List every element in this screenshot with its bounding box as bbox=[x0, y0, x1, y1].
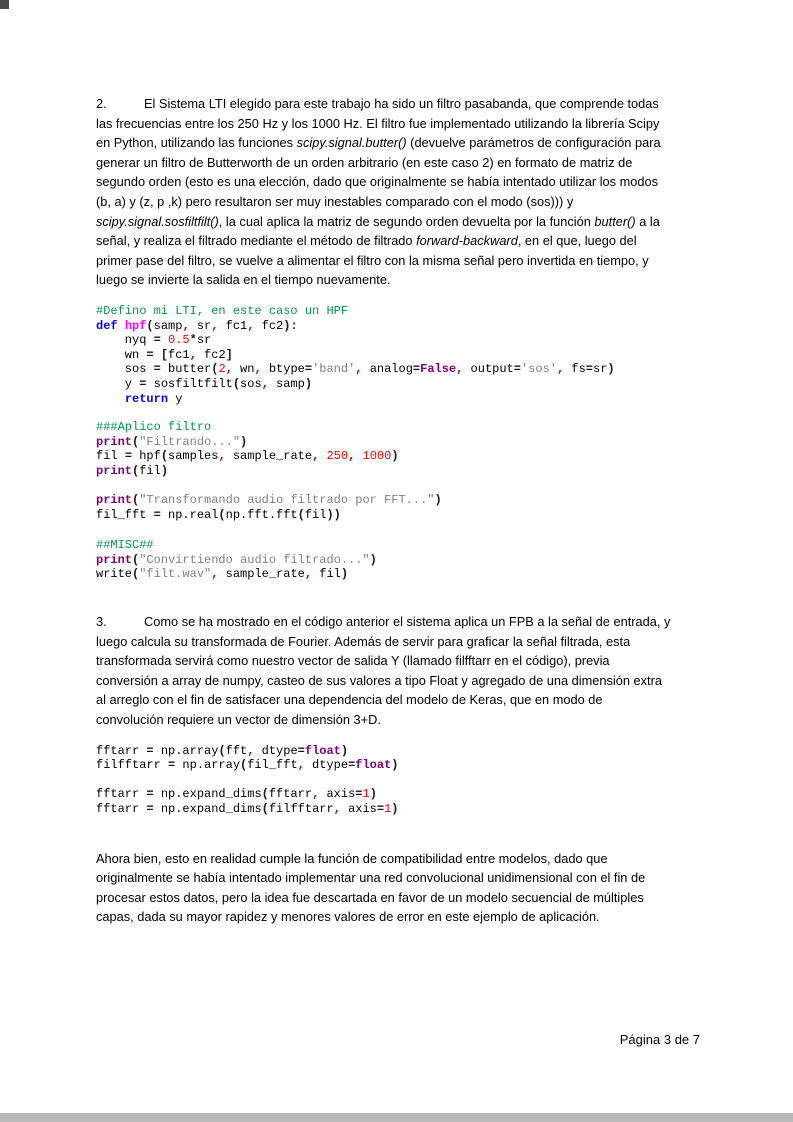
page-bottom-edge bbox=[0, 1113, 793, 1122]
code-block-apply-filter bbox=[96, 420, 700, 522]
code-line: wn = [fc1, fc2] bbox=[96, 347, 233, 362]
document-body bbox=[96, 0, 700, 927]
text-line: transformada servirá como nuestro vector de salida Y (llamado filfftarr en el código), previa bbox=[96, 653, 610, 669]
text-line: conversión a array de numpy, casteo de sus valores a tipo Float y agregado de una dimensión extra bbox=[96, 672, 662, 688]
text-line: originalmente se había intentado implementar una red convolucional unidimensional con el fin de bbox=[96, 870, 646, 886]
code-line: fftarr = np.expand_dims(fftarr, axis=1) bbox=[96, 787, 377, 802]
paragraph-2 bbox=[96, 94, 700, 290]
text-line: las frecuencias entre los 250 Hz y los 1000 Hz. El filtro fue implementado utilizando la librería Scipy bbox=[96, 115, 660, 131]
code-line bbox=[96, 478, 700, 493]
text-line: luego se invierte la salida en el tiempo nuevamente. bbox=[96, 272, 391, 288]
code-line: fftarr = np.array(fft, dtype=float) bbox=[96, 743, 349, 758]
page-corner-mark bbox=[0, 0, 9, 9]
text-line: señal, y realiza el filtrado mediante el método de filtrado forward-backward, en el que, luego del bbox=[96, 233, 637, 249]
code-block-misc bbox=[96, 538, 700, 582]
paragraph-3 bbox=[96, 612, 700, 730]
code-line: print("Filtrando...") bbox=[96, 434, 248, 449]
code-line: filfftarr = np.array(fil_fft, dtype=float) bbox=[96, 758, 399, 773]
code-line: print("Transformando audio filtrado por FFT...") bbox=[96, 493, 442, 508]
text-line: scipy.signal.sosfiltfilt(), la cual aplica la matriz de segundo orden devuelta por la función butter() a la bbox=[96, 213, 660, 229]
text-line: luego calcula su transformada de Fourier. Además de servir para graficar la señal filtrada, esta bbox=[96, 633, 631, 649]
code-line: fil_fft = np.real(np.fft.fft(fil)) bbox=[96, 507, 341, 522]
code-line bbox=[96, 773, 700, 788]
code-line: fil = hpf(samples, sample_rate, 250, 1000) bbox=[96, 449, 399, 464]
paragraph-closing bbox=[96, 849, 700, 927]
text-line: segundo orden (esto es una elección, dado que originalmente se había intentado utilizar los modos bbox=[96, 174, 659, 190]
text-line: primer pase del filtro, se vuelve a alimentar el filtro con la misma señal pero invertida en tiempo, y bbox=[96, 252, 649, 268]
text-line: Ahora bien, esto en realidad cumple la función de compatibilidad entre modelos, dado que bbox=[96, 850, 608, 866]
code-line: return y bbox=[124, 391, 183, 406]
code-line: print(fil) bbox=[96, 463, 169, 478]
text-line: procesar estos datos, pero la idea fue descartada en favor de un modelo secuencial de múltiples bbox=[96, 889, 644, 905]
code-line: y = sosfiltfilt(sos, samp) bbox=[96, 376, 313, 391]
code-line: nyq = 0.5*sr bbox=[96, 333, 212, 348]
code-line: def hpf(samp, sr, fc1, fc2): bbox=[96, 318, 298, 333]
code-line: #Defino mi LTI, en este caso un HPF bbox=[96, 303, 349, 318]
code-line: fftarr = np.expand_dims(filfftarr, axis=1) bbox=[96, 801, 399, 816]
code-line: sos = butter(2, wn, btype='band', analog=False, output='sos', fs=sr) bbox=[96, 362, 615, 377]
text-line: generar un filtro de Butterworth de un orden arbitrario (en este caso 2) en formato de matriz de bbox=[96, 154, 633, 170]
code-line: ##MISC## bbox=[96, 538, 154, 553]
text-line: capas, dada su mayor rapidez y menores valores de error en este ejemplo de aplicación. bbox=[96, 909, 600, 925]
text-line: convolución requiere un vector de dimensión 3+D. bbox=[96, 712, 381, 727]
text-line: 2. El Sistema LTI elegido para este trabajo ha sido un filtro pasabanda, que comprende todas bbox=[96, 96, 659, 111]
text-line: 3. Como se ha mostrado en el código anterior el sistema aplica un FPB a la señal de entrada, y bbox=[96, 614, 671, 630]
text-line: (b, a) y (z, p ,k) pero resultaron ser muy inestables comparado con el modo (sos))) y bbox=[96, 193, 574, 209]
code-line: ###Aplico filtro bbox=[96, 420, 212, 435]
text-line: en Python, utilizando las funciones scipy.signal.butter() (devuelve parámetros de configuración para bbox=[96, 135, 661, 151]
code-block-hpf-definition bbox=[96, 304, 700, 406]
text-line: al arreglo con el fin de satisfacer una dependencia del modelo de Keras, que en modo de bbox=[96, 692, 603, 708]
code-line: write("filt.wav", sample_rate, fil) bbox=[96, 567, 349, 582]
code-line: print("Convirtiendo audio filtrado...") bbox=[96, 552, 377, 567]
code-block-array-conversion bbox=[96, 744, 700, 817]
page-footer: Página 3 de 7 bbox=[619, 1032, 700, 1047]
